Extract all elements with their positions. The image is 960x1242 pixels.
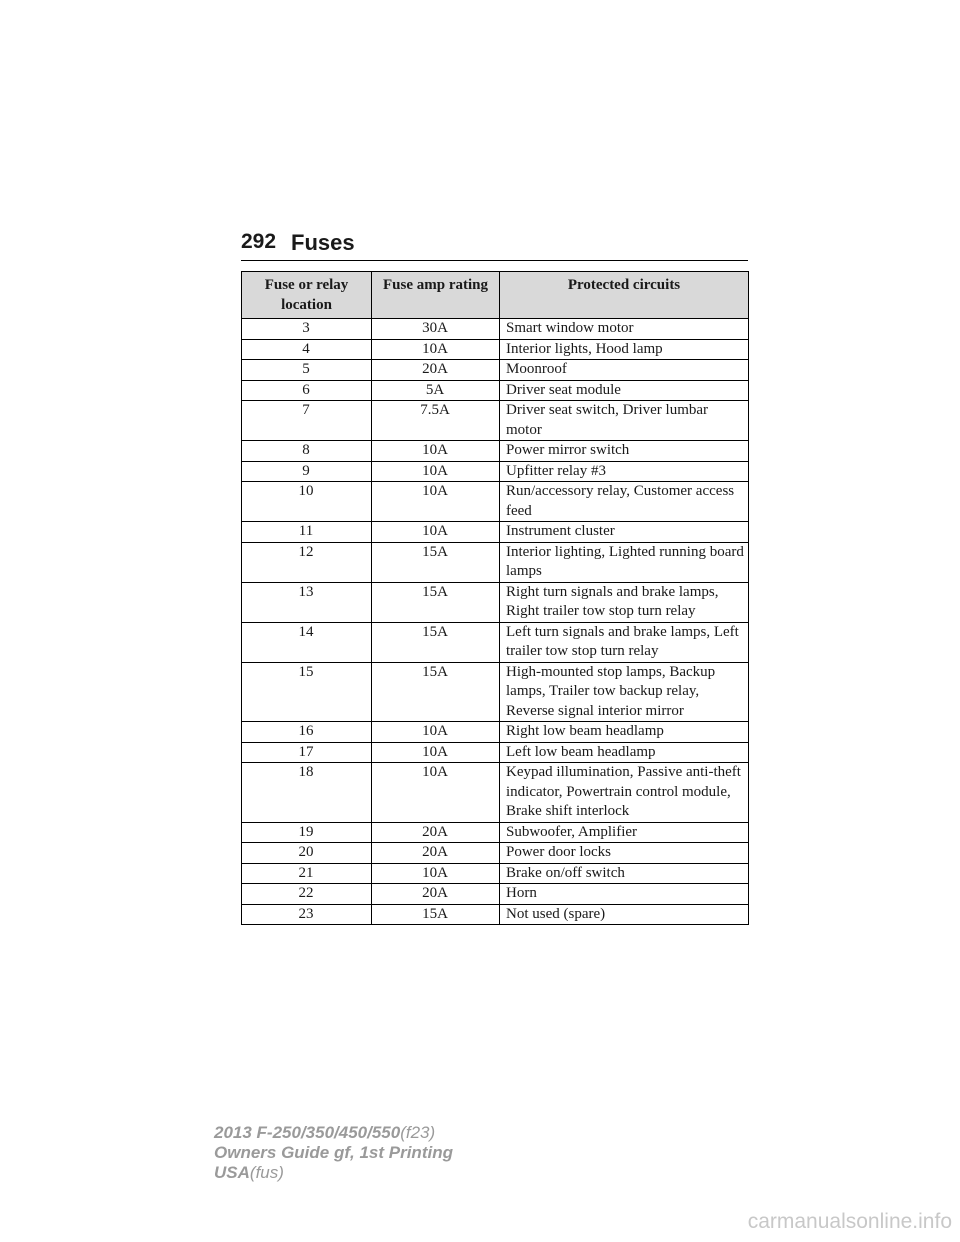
cell-rating: 10A bbox=[372, 863, 500, 884]
cell-circuits: Upfitter relay #3 bbox=[500, 461, 749, 482]
cell-rating: 10A bbox=[372, 441, 500, 462]
cell-rating: 20A bbox=[372, 843, 500, 864]
cell-rating: 10A bbox=[372, 522, 500, 543]
cell-location: 7 bbox=[242, 401, 372, 441]
footer-model: 2013 F-250/350/450/550 bbox=[214, 1123, 401, 1142]
table-row bbox=[242, 722, 749, 743]
table-row bbox=[242, 380, 749, 401]
cell-location: 13 bbox=[242, 582, 372, 622]
cell-location: 18 bbox=[242, 763, 372, 823]
footer-model-line bbox=[214, 1123, 453, 1143]
cell-circuits: High-mounted stop lamps, Backup lamps, Trailer tow backup relay, Reverse signal interior mirror bbox=[500, 662, 749, 722]
table-row bbox=[242, 522, 749, 543]
cell-location: 4 bbox=[242, 339, 372, 360]
footer-model-code: (f23) bbox=[400, 1123, 436, 1142]
cell-rating: 20A bbox=[372, 360, 500, 381]
table-row bbox=[242, 662, 749, 722]
cell-location: 22 bbox=[242, 884, 372, 905]
cell-rating: 15A bbox=[372, 662, 500, 722]
cell-circuits: Power door locks bbox=[500, 843, 749, 864]
cell-location: 17 bbox=[242, 742, 372, 763]
column-header-rating: Fuse amp rating bbox=[372, 272, 500, 319]
cell-circuits: Not used (spare) bbox=[500, 904, 749, 925]
table-row bbox=[242, 441, 749, 462]
table-row bbox=[242, 482, 749, 522]
cell-location: 8 bbox=[242, 441, 372, 462]
footer-market: USA bbox=[214, 1163, 250, 1182]
fuse-table bbox=[241, 271, 749, 925]
cell-circuits: Driver seat module bbox=[500, 380, 749, 401]
cell-circuits: Right turn signals and brake lamps, Right trailer tow stop turn relay bbox=[500, 582, 749, 622]
table-row bbox=[242, 742, 749, 763]
footer-market-line bbox=[214, 1163, 453, 1183]
cell-rating: 10A bbox=[372, 461, 500, 482]
cell-rating: 20A bbox=[372, 884, 500, 905]
cell-circuits: Run/accessory relay, Customer access feed bbox=[500, 482, 749, 522]
table-row bbox=[242, 339, 749, 360]
cell-location: 14 bbox=[242, 622, 372, 662]
section-title: Fuses bbox=[291, 230, 355, 255]
cell-location: 5 bbox=[242, 360, 372, 381]
cell-location: 19 bbox=[242, 822, 372, 843]
cell-circuits: Horn bbox=[500, 884, 749, 905]
table-row bbox=[242, 401, 749, 441]
cell-rating: 15A bbox=[372, 542, 500, 582]
cell-location: 9 bbox=[242, 461, 372, 482]
cell-rating: 5A bbox=[372, 380, 500, 401]
cell-circuits: Right low beam headlamp bbox=[500, 722, 749, 743]
cell-rating: 10A bbox=[372, 742, 500, 763]
cell-rating: 15A bbox=[372, 582, 500, 622]
cell-location: 11 bbox=[242, 522, 372, 543]
cell-rating: 15A bbox=[372, 622, 500, 662]
cell-circuits: Driver seat switch, Driver lumbar motor bbox=[500, 401, 749, 441]
page-number: 292 bbox=[241, 230, 277, 253]
table-row bbox=[242, 843, 749, 864]
table-header-row bbox=[242, 272, 749, 319]
cell-rating: 20A bbox=[372, 822, 500, 843]
cell-rating: 10A bbox=[372, 482, 500, 522]
cell-circuits: Moonroof bbox=[500, 360, 749, 381]
table-row bbox=[242, 863, 749, 884]
cell-location: 6 bbox=[242, 380, 372, 401]
table-row bbox=[242, 319, 749, 340]
table-row bbox=[242, 461, 749, 482]
table-row bbox=[242, 884, 749, 905]
column-header-location: Fuse or relay location bbox=[242, 272, 372, 319]
table-row bbox=[242, 904, 749, 925]
footer-market-code: (fus) bbox=[249, 1163, 284, 1182]
cell-location: 21 bbox=[242, 863, 372, 884]
footer-guide: Owners Guide gf, 1st Printing bbox=[214, 1143, 453, 1162]
cell-circuits: Brake on/off switch bbox=[500, 863, 749, 884]
cell-location: 10 bbox=[242, 482, 372, 522]
cell-rating: 15A bbox=[372, 904, 500, 925]
cell-circuits: Smart window motor bbox=[500, 319, 749, 340]
cell-circuits: Power mirror switch bbox=[500, 441, 749, 462]
table-row bbox=[242, 542, 749, 582]
table-body bbox=[242, 319, 749, 925]
table-row bbox=[242, 822, 749, 843]
table-row bbox=[242, 763, 749, 823]
table-row bbox=[242, 360, 749, 381]
cell-rating: 7.5A bbox=[372, 401, 500, 441]
cell-rating: 10A bbox=[372, 722, 500, 743]
cell-circuits: Subwoofer, Amplifier bbox=[500, 822, 749, 843]
cell-circuits: Left low beam headlamp bbox=[500, 742, 749, 763]
cell-location: 12 bbox=[242, 542, 372, 582]
cell-location: 23 bbox=[242, 904, 372, 925]
cell-circuits: Interior lights, Hood lamp bbox=[500, 339, 749, 360]
cell-location: 3 bbox=[242, 319, 372, 340]
cell-circuits: Keypad illumination, Passive anti-theft indicator, Powertrain control module, Brake shift interlock bbox=[500, 763, 749, 823]
table-row bbox=[242, 582, 749, 622]
page-footer bbox=[214, 1123, 453, 1183]
cell-location: 15 bbox=[242, 662, 372, 722]
cell-circuits: Left turn signals and brake lamps, Left trailer tow stop turn relay bbox=[500, 622, 749, 662]
cell-rating: 30A bbox=[372, 319, 500, 340]
page-header bbox=[241, 230, 748, 261]
cell-location: 16 bbox=[242, 722, 372, 743]
watermark: carmanualsonline.info bbox=[747, 1210, 952, 1233]
cell-rating: 10A bbox=[372, 339, 500, 360]
cell-circuits: Interior lighting, Lighted running board lamps bbox=[500, 542, 749, 582]
column-header-circuits: Protected circuits bbox=[500, 272, 749, 319]
cell-circuits: Instrument cluster bbox=[500, 522, 749, 543]
cell-location: 20 bbox=[242, 843, 372, 864]
table-row bbox=[242, 622, 749, 662]
cell-rating: 10A bbox=[372, 763, 500, 823]
